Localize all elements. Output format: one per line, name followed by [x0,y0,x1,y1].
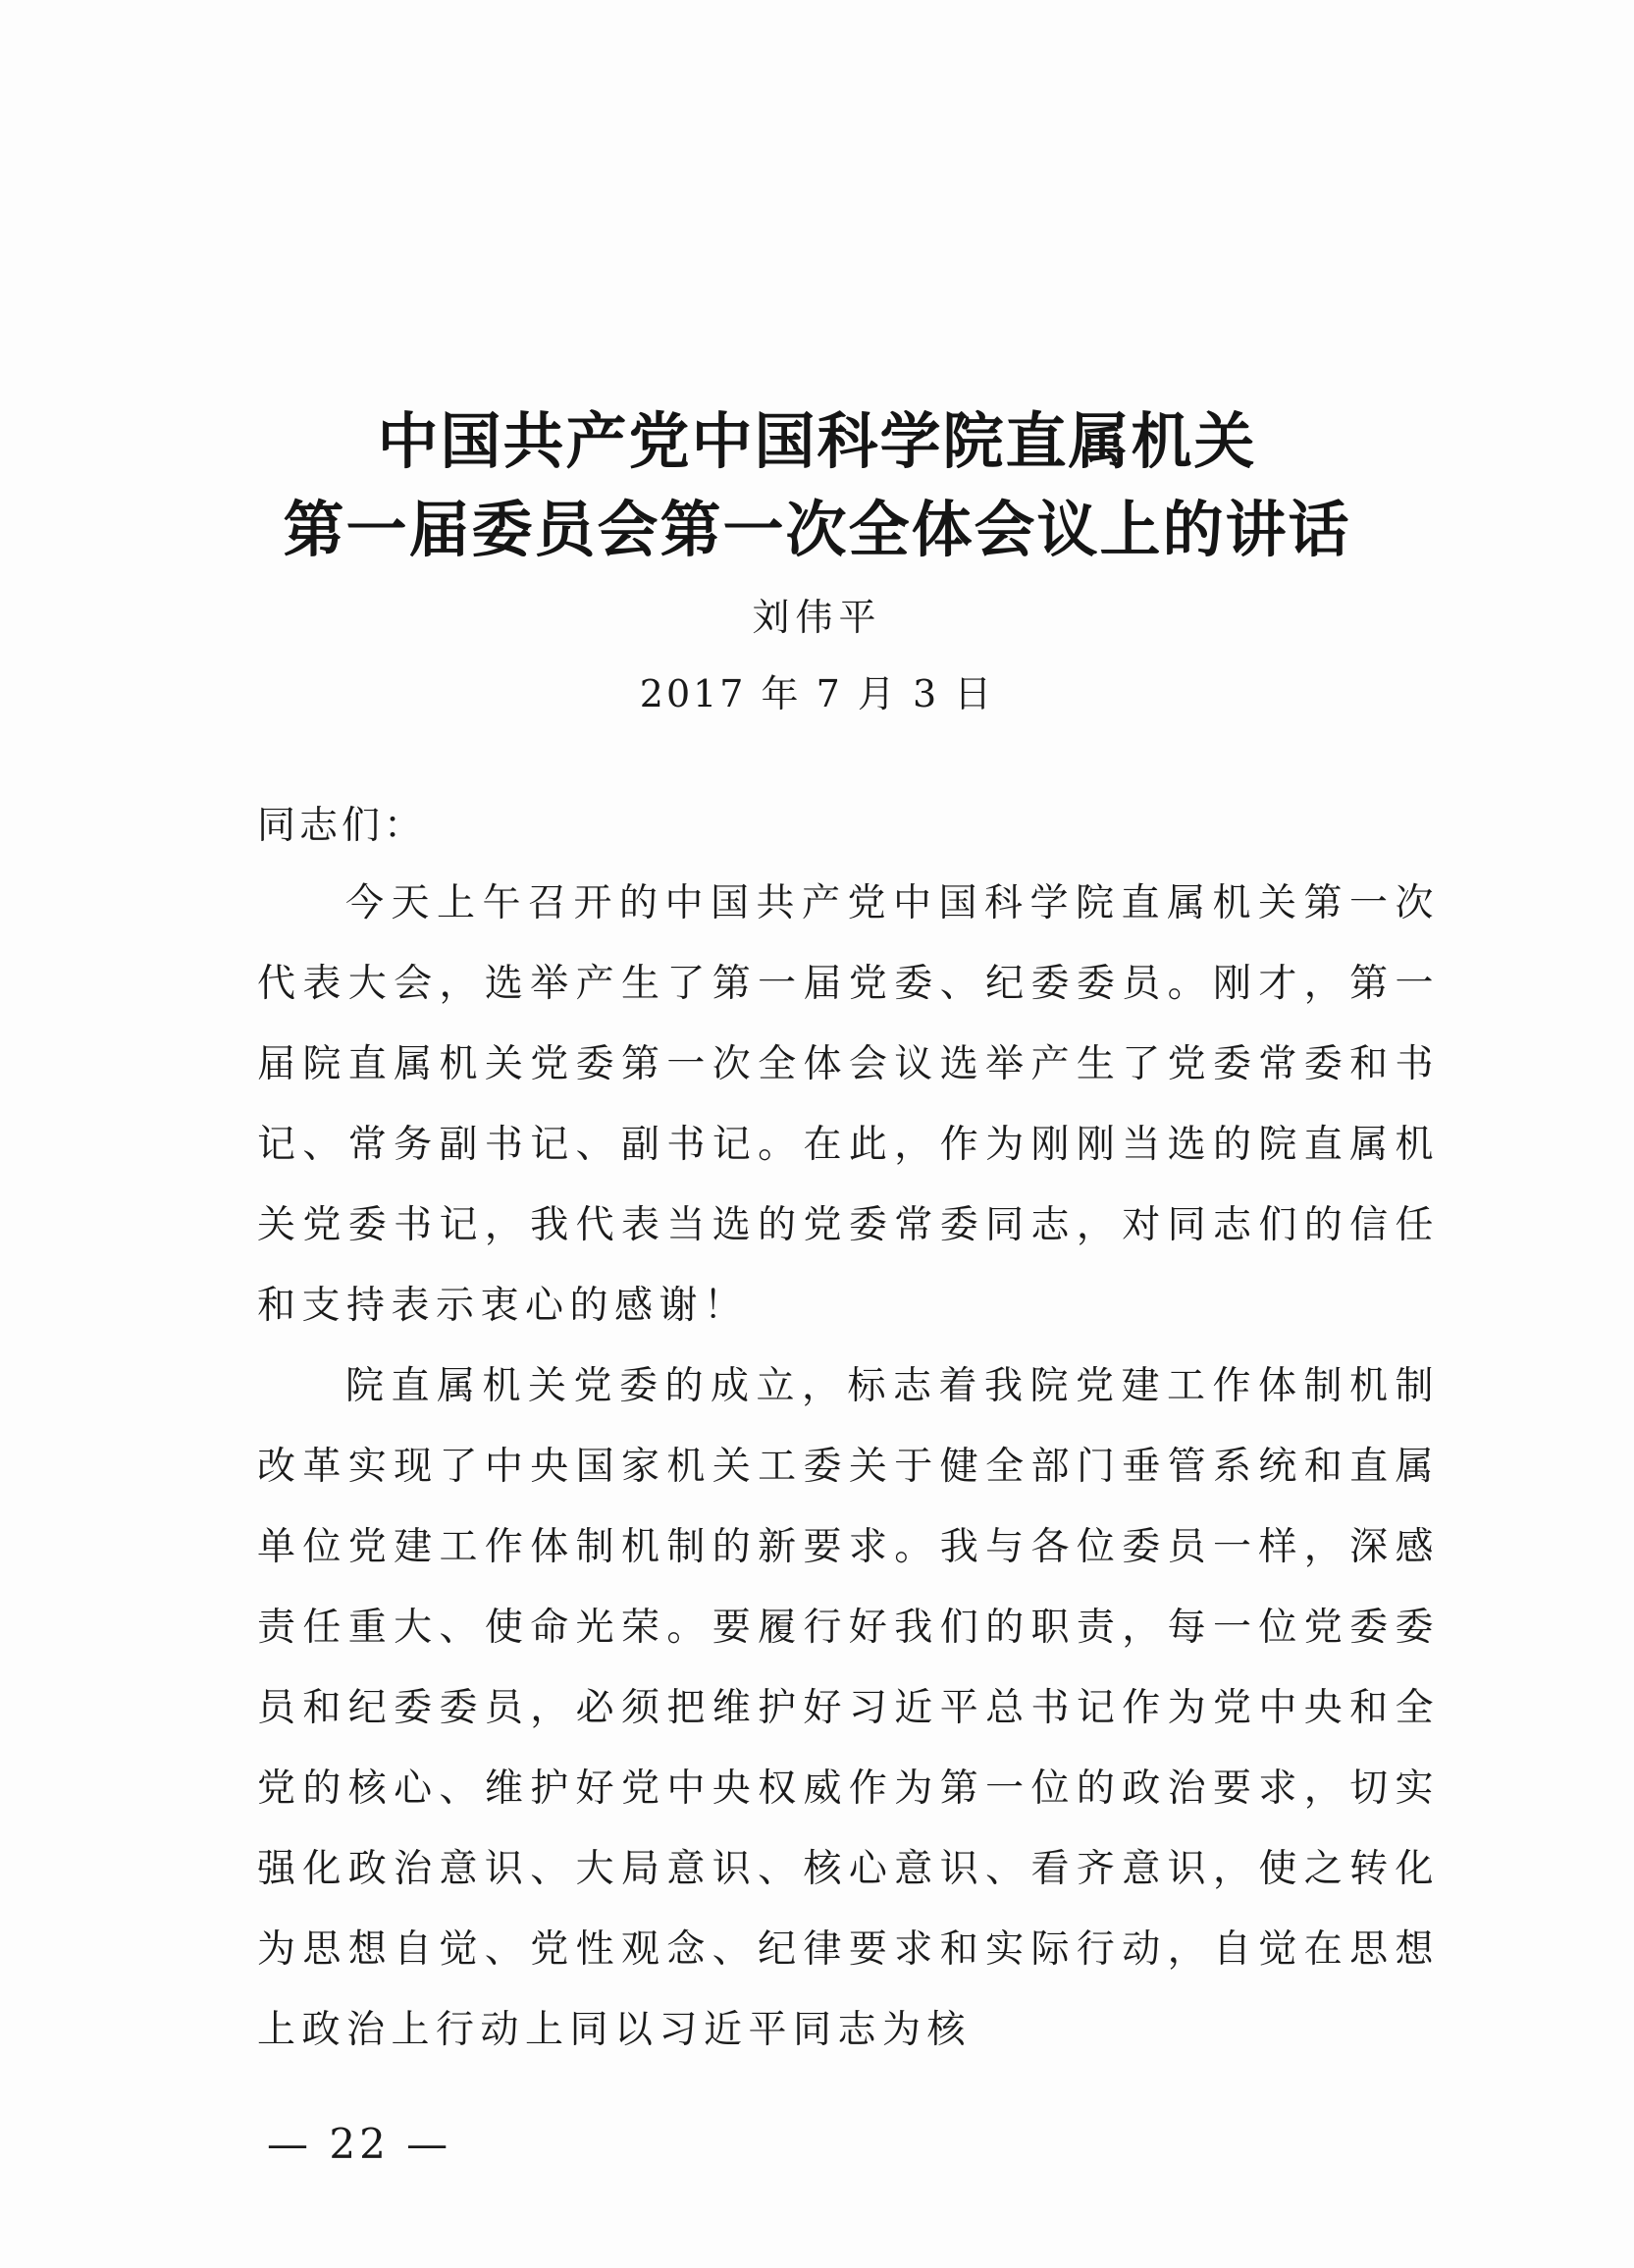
page-number: — 22 — [267,2120,452,2168]
greeting: 同志们： [257,804,427,848]
author: 刘伟平 [752,596,882,639]
paragraph-2: 院直属机关党委的成立，标志着我院党建工作体制机制改革实现了中央国家机关工委关于健全部门垂管系统和直属单位党建工作体制机制的新要求。我与各位委员一样，深感责任重大、使命光荣。要履行好我们的职责，每一位党委委员和纪委委员，必须把维护好习近平总书记作为党中央和全党的核心、维护好党中央权威作为第一位的政治要求，切实强化政治意识、大局意识、核心意识、看齐意识，使之转化为思想自觉、党性观念、纪律要求和实际行动，自觉在思想上政治上行动上同以习近平同志为核 [257,1364,1440,2052]
document-title-line-1: 中国共产党中国科学院直属机关 [377,405,1257,477]
document-title-line-2: 第一届委员会第一次全体会议上的讲话 [283,494,1351,565]
paragraph-1: 今天上午召开的中国共产党中国科学院直属机关第一次代表大会，选举产生了第一届党委、纪委委员。刚才，第一届院直属机关党委第一次全体会议选举产生了党委常委和书记、常务副书记、副书记。在此，作为刚刚当选的院直属机关党委书记，我代表当选的党委常委同志，对同志们的信任和支持表示衷心的感谢！ [257,881,1440,1328]
speech-date: 2017 年 7 月 3 日 [639,672,995,715]
